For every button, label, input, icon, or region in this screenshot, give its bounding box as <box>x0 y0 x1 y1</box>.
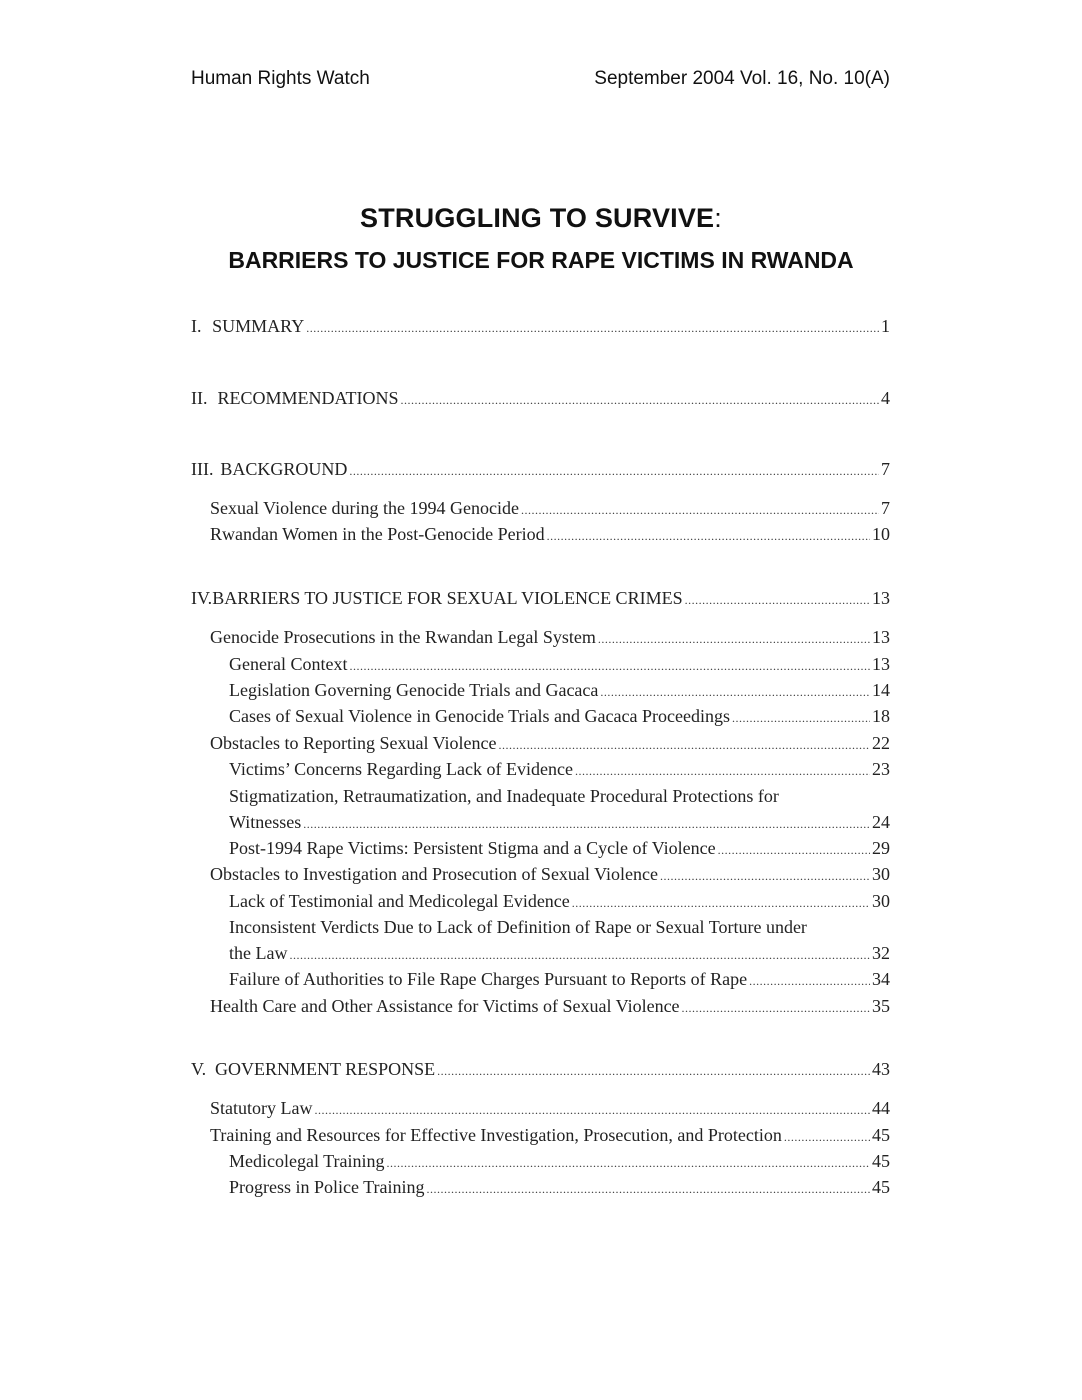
toc-entry-failure-authorities[interactable] <box>229 969 890 995</box>
toc-label: Medicolegal Training <box>229 1151 385 1171</box>
toc-number: II. <box>191 388 208 408</box>
toc-entry-training-resources[interactable] <box>210 1125 890 1151</box>
toc-leader <box>437 1059 870 1080</box>
toc-entry-medicolegal-training[interactable] <box>229 1151 890 1177</box>
toc-label: BARRIERS TO JUSTICE FOR SEXUAL VIOLENCE CRIMES <box>212 588 683 608</box>
toc-number: IV. <box>191 588 213 608</box>
toc-leader <box>314 1098 870 1119</box>
toc-leader <box>682 996 870 1017</box>
toc-label: Sexual Violence during the 1994 Genocide <box>210 498 520 518</box>
toc-page: 13 <box>872 588 890 608</box>
toc-label: Obstacles to Investigation and Prosecution of Sexual Violence <box>210 864 658 884</box>
toc-entry-statutory-law[interactable] <box>210 1098 890 1124</box>
toc-label: Training and Resources for Effective Investigation, Prosecution, and Protection <box>210 1125 782 1145</box>
toc-page: 23 <box>872 759 890 779</box>
toc-leader <box>718 838 870 859</box>
toc-entry-rwandan-women[interactable] <box>210 524 890 550</box>
toc-entry-post-1994[interactable] <box>229 838 890 864</box>
toc-label: Progress in Police Training <box>229 1177 425 1197</box>
toc-number: I. <box>191 316 202 336</box>
toc-page: 45 <box>872 1125 890 1145</box>
toc-leader <box>387 1151 871 1172</box>
toc-leader <box>306 316 879 337</box>
toc-leader <box>600 680 870 701</box>
report-title <box>0 203 1082 234</box>
toc-leader <box>660 864 870 885</box>
toc-leader <box>349 459 879 480</box>
toc-leader <box>598 627 870 648</box>
toc-page: 44 <box>872 1098 890 1118</box>
toc-leader <box>289 943 870 964</box>
toc-label: RECOMMENDATIONS <box>217 388 399 408</box>
toc-label: SUMMARY <box>212 316 305 336</box>
toc-page: 13 <box>872 627 890 647</box>
toc-leader <box>547 524 870 545</box>
toc-page: 30 <box>872 864 890 884</box>
toc-page: 22 <box>872 733 890 753</box>
toc-label: Legislation Governing Genocide Trials and Gacaca <box>229 680 599 700</box>
toc-entry-lack-testimonial[interactable] <box>229 891 890 917</box>
toc-page: 45 <box>872 1177 890 1197</box>
toc-leader <box>401 388 879 409</box>
toc-leader <box>575 759 870 780</box>
toc-label: Post-1994 Rape Victims: Persistent Stigma and a Cycle of Violence <box>229 838 716 858</box>
toc-page: 7 <box>881 498 890 518</box>
toc-leader <box>685 588 870 609</box>
toc-page: 13 <box>872 654 890 674</box>
toc-page: 18 <box>872 706 890 726</box>
toc-leader <box>349 654 870 675</box>
toc-page: 29 <box>872 838 890 858</box>
toc-entry-inconsistent-verdicts-cont[interactable] <box>229 943 890 969</box>
toc-entry-inconsistent-verdicts[interactable] <box>229 917 890 943</box>
toc-label: Statutory Law <box>210 1098 313 1118</box>
toc-entry-recommendations[interactable] <box>191 388 890 414</box>
toc-leader <box>572 891 870 912</box>
toc-page: 7 <box>881 459 890 479</box>
toc-leader <box>749 969 870 990</box>
toc-page: 32 <box>872 943 890 963</box>
toc-leader <box>427 1177 870 1198</box>
toc-leader <box>732 706 870 727</box>
running-header <box>191 68 890 94</box>
toc-label: Cases of Sexual Violence in Genocide Trials and Gacaca Proceedings <box>229 706 730 726</box>
toc-leader <box>499 733 870 754</box>
toc-label: BACKGROUND <box>220 459 348 479</box>
toc-entry-general-context[interactable] <box>229 654 890 680</box>
toc-entry-government-response[interactable] <box>191 1059 890 1085</box>
toc-label: Genocide Prosecutions in the Rwandan Legal System <box>210 627 596 647</box>
toc-entry-stigmatization[interactable] <box>229 786 890 812</box>
toc-page: 34 <box>872 969 890 989</box>
toc-entry-police-training[interactable] <box>229 1177 890 1203</box>
toc-label: Failure of Authorities to File Rape Charges Pursuant to Reports of Rape <box>229 969 748 989</box>
toc-page: 24 <box>872 812 890 832</box>
toc-entry-genocide-prosecutions[interactable] <box>210 627 890 653</box>
toc-page: 45 <box>872 1151 890 1171</box>
title-colon: : <box>714 203 722 233</box>
report-subtitle: BARRIERS TO JUSTICE FOR RAPE VICTIMS IN RWANDA <box>228 247 854 273</box>
toc-page: 30 <box>872 891 890 911</box>
toc-entry-health-care[interactable] <box>210 996 890 1022</box>
toc-label: Inconsistent Verdicts Due to Lack of Definition of Rape or Sexual Torture under <box>229 917 807 937</box>
toc-label: Lack of Testimonial and Medicolegal Evidence <box>229 891 570 911</box>
toc-leader <box>784 1125 870 1146</box>
toc-label: Obstacles to Reporting Sexual Violence <box>210 733 497 753</box>
toc-label-continued: the Law <box>229 943 288 963</box>
toc-label: Rwandan Women in the Post-Genocide Period <box>210 524 545 544</box>
toc-page: 1 <box>881 316 890 336</box>
toc-entry-stigmatization-cont[interactable] <box>229 812 890 838</box>
organization-name: Human Rights Watch <box>191 68 370 89</box>
toc-leader <box>521 498 879 519</box>
toc-entry-victims-concerns[interactable] <box>229 759 890 785</box>
toc-entry-legislation[interactable] <box>229 680 890 706</box>
report-title-text: STRUGGLING TO SURVIVE <box>360 203 715 233</box>
toc-number: III. <box>191 459 214 479</box>
toc-page: 35 <box>872 996 890 1016</box>
toc-entry-background[interactable] <box>191 459 890 485</box>
toc-label: GOVERNMENT RESPONSE <box>214 1059 436 1079</box>
toc-entry-summary[interactable] <box>191 316 890 342</box>
toc-number: V. <box>191 1059 207 1079</box>
toc-page: 4 <box>881 388 890 408</box>
toc-entry-barriers[interactable] <box>191 588 890 614</box>
toc-leader <box>303 812 870 833</box>
toc-page: 43 <box>872 1059 890 1079</box>
toc-page: 10 <box>872 524 890 544</box>
toc-entry-obstacles-reporting[interactable] <box>210 733 890 759</box>
toc-label: Victims’ Concerns Regarding Lack of Evidence <box>229 759 573 779</box>
toc-label-continued: Witnesses <box>229 812 302 832</box>
issue-info: September 2004 Vol. 16, No. 10(A) <box>594 68 890 89</box>
toc-label: Health Care and Other Assistance for Victims of Sexual Violence <box>210 996 680 1016</box>
toc-entry-obstacles-investigation[interactable] <box>210 864 890 890</box>
toc-page: 14 <box>872 680 890 700</box>
toc-label: Stigmatization, Retraumatization, and Inadequate Procedural Protections for <box>229 786 779 806</box>
toc-label: General Context <box>229 654 348 674</box>
toc-entry-cases[interactable] <box>229 706 890 732</box>
toc-entry-sexual-violence-1994[interactable] <box>210 498 890 524</box>
